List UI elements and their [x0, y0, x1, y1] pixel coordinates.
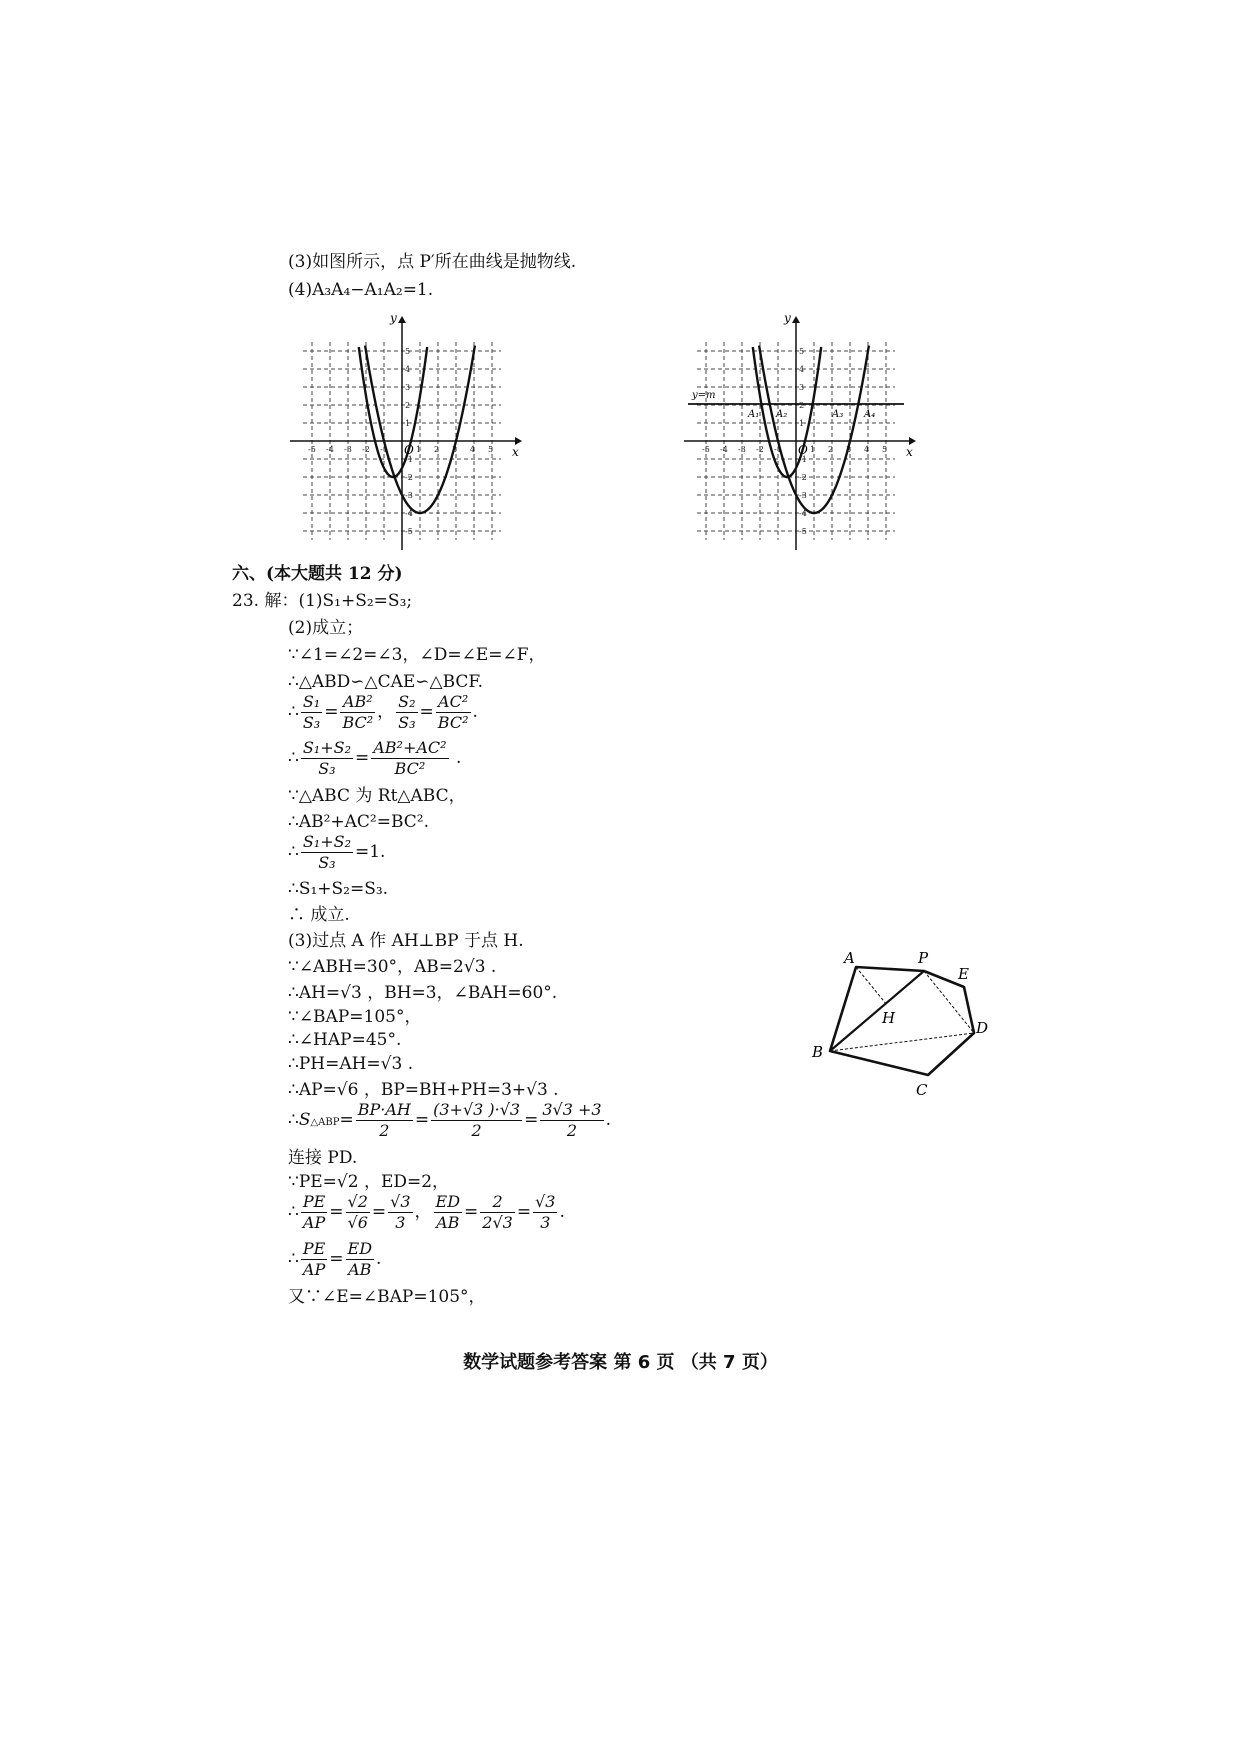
x-tick-label: -1 — [774, 445, 782, 454]
segment-bd — [830, 1033, 974, 1051]
step-ratio-one: ∴ $\frac{\text{S₁+S₂}}{\text{S₃}}$ =1. — [288, 832, 386, 872]
line-part4: (4)A₃A₄−A₁A₂=1. — [288, 280, 434, 300]
y-tick-label: -5 — [799, 527, 807, 536]
segment-bp — [830, 971, 924, 1051]
step-pe-ed: ∵PE=√2 ，ED=2， — [288, 1172, 450, 1192]
x-tick-label: 2 — [434, 445, 440, 454]
x-tick-label: -3 — [344, 445, 352, 454]
graph-left-origin: O — [404, 443, 414, 457]
y-tick-label: -3 — [799, 491, 807, 500]
y-tick-label: 4 — [405, 365, 411, 374]
part3-heading: (3)过点 A 作 AH⊥BP 于点 H. — [288, 931, 524, 951]
section-heading: 六、(本大题共 12 分) — [232, 564, 403, 584]
label-d: D — [976, 1019, 989, 1037]
graph-right-x-arrow — [909, 437, 916, 445]
point-a4: A₄ — [864, 409, 876, 420]
graph-right-line-label: y=m — [692, 390, 716, 401]
step-similar: ∴△ABD∽△CAE∽△BCF. — [288, 672, 483, 692]
step-ratio-equal: ∴ $\frac{PE}{AP}$ = $\frac{ED}{AB}$ . — [288, 1239, 382, 1279]
graph-right-y-arrow — [792, 316, 800, 323]
y-tick-label: 2 — [405, 401, 411, 410]
x-tick-label: -5 — [702, 445, 710, 454]
y-tick-label: 4 — [799, 365, 805, 374]
graph-left-x-arrow — [515, 437, 522, 445]
x-tick-label: -2 — [362, 445, 370, 454]
y-tick-label: -3 — [405, 491, 413, 500]
y-tick-label: -2 — [799, 473, 807, 482]
x-tick-label: 3 — [452, 445, 458, 454]
step-holds: ∴ 成立. — [288, 905, 350, 925]
x-tick-label: 1 — [416, 445, 422, 454]
label-a: A — [844, 949, 855, 967]
line-part3: (3)如图所示，点 P′所在曲线是抛物线. — [288, 252, 577, 272]
graph-right-y-label: y — [784, 311, 791, 325]
y-tick-label: 1 — [799, 419, 805, 428]
x-tick-label: -2 — [756, 445, 764, 454]
y-tick-label: -4 — [405, 509, 413, 518]
step-conclusion: ∴S₁+S₂=S₃. — [288, 879, 389, 899]
step-connect-pd: 连接 PD. — [288, 1148, 358, 1168]
label-e: E — [958, 965, 969, 983]
step-ratio-fractions: ∴ $\frac{\text{S₁}}{\text{S₃}}$ = $\frac{\text{AB²}}{\text{BC²}}$ ， $\frac{\text{S₂}}{\text{S₃}}$ = $\frac{\text{AC²}}{\text{BC²}}$ . — [288, 692, 478, 732]
x-tick-label: 1 — [810, 445, 816, 454]
pentagon-abcde — [830, 967, 974, 1075]
label-h: H — [882, 1009, 896, 1027]
step-ah: ∴AH=√3 ，BH=3，∠BAH=60°. — [288, 983, 558, 1003]
label-c: C — [916, 1081, 928, 1099]
y-tick-label: -2 — [405, 473, 413, 482]
x-tick-label: 4 — [470, 445, 476, 454]
graph-left-y-arrow — [398, 316, 406, 323]
step-angle-e: 又∵∠E=∠BAP=105°， — [288, 1287, 486, 1307]
step-ratio-pe-ap: ∴ $\frac{PE}{AP}$ = $\frac{√2}{√6}$ = $\frac{√3}{3}$ ， $\frac{ED}{AB}$ = $\frac{2}{2√3}$ = $\frac{√3}{3}$ . — [288, 1192, 565, 1232]
label-b: B — [812, 1043, 824, 1061]
step-bap: ∵∠BAP=105°， — [288, 1007, 422, 1027]
x-tick-label: 5 — [882, 445, 888, 454]
step-hap: ∴∠HAP=45°. — [288, 1030, 402, 1050]
y-tick-label: 1 — [405, 419, 411, 428]
point-a1: A₁ — [748, 409, 760, 420]
segment-ah — [856, 967, 887, 1005]
x-tick-label: 5 — [488, 445, 494, 454]
pentagon-figure — [800, 945, 1000, 1115]
q23-part1: 23. 解：(1)S₁+S₂=S₃; — [232, 591, 413, 611]
label-p: P — [918, 949, 929, 967]
step-ph: ∴PH=AH=√3 . — [288, 1054, 414, 1074]
graph-left-y-label: y — [390, 311, 397, 325]
y-tick-label: 2 — [799, 401, 805, 410]
y-tick-label: 5 — [405, 347, 411, 356]
y-tick-label: -1 — [405, 455, 413, 464]
x-tick-label: 2 — [828, 445, 834, 454]
y-tick-label: 3 — [799, 383, 805, 392]
x-tick-label: -5 — [308, 445, 316, 454]
graph-left — [290, 310, 530, 550]
step-abh: ∵∠ABH=30°，AB=2√3 . — [288, 957, 497, 977]
graph-right — [684, 310, 924, 550]
graph-right-x-label: x — [906, 445, 913, 459]
step-ap-bp: ∴AP=√6 ，BP=BH+PH=3+√3 . — [288, 1080, 559, 1100]
y-tick-label: -5 — [405, 527, 413, 536]
step-sum-fraction: ∴ $\frac{\text{S₁+S₂}}{\text{S₃}}$ = $\frac{\text{AB²+AC²}}{\text{BC²}}$ . — [288, 738, 462, 778]
x-tick-label: -4 — [326, 445, 334, 454]
x-tick-label: 3 — [846, 445, 852, 454]
step-angles: ∵∠1=∠2=∠3，∠D=∠E=∠F， — [288, 645, 546, 665]
y-tick-label: 5 — [799, 347, 805, 356]
y-tick-label: -1 — [799, 455, 807, 464]
point-a3: A₃ — [832, 409, 844, 420]
page-footer: 数学试题参考答案 第 6 页 （共 7 页） — [463, 1352, 778, 1373]
step-pythagoras: ∴AB²+AC²=BC². — [288, 812, 430, 832]
y-tick-label: 3 — [405, 383, 411, 392]
step-area-abp: ∴S△ABP= $\frac{BP\cdot AH}{2}$ = $\frac{(3+√3 )\cdot√3}{2}$ = $\frac{3√3 +3}{2}$ . — [288, 1100, 611, 1140]
x-tick-label: -1 — [380, 445, 388, 454]
graph-right-origin: O — [798, 443, 808, 457]
y-tick-label: -4 — [799, 509, 807, 518]
segment-ap — [856, 967, 924, 971]
x-tick-label: -4 — [720, 445, 728, 454]
point-a2: A₂ — [776, 409, 788, 420]
x-tick-label: 4 — [864, 445, 870, 454]
step-right-triangle: ∵△ABC 为 Rt△ABC， — [288, 786, 466, 806]
part2-heading: (2)成立； — [288, 618, 364, 638]
x-tick-label: -3 — [738, 445, 746, 454]
graph-left-x-label: x — [512, 445, 519, 459]
